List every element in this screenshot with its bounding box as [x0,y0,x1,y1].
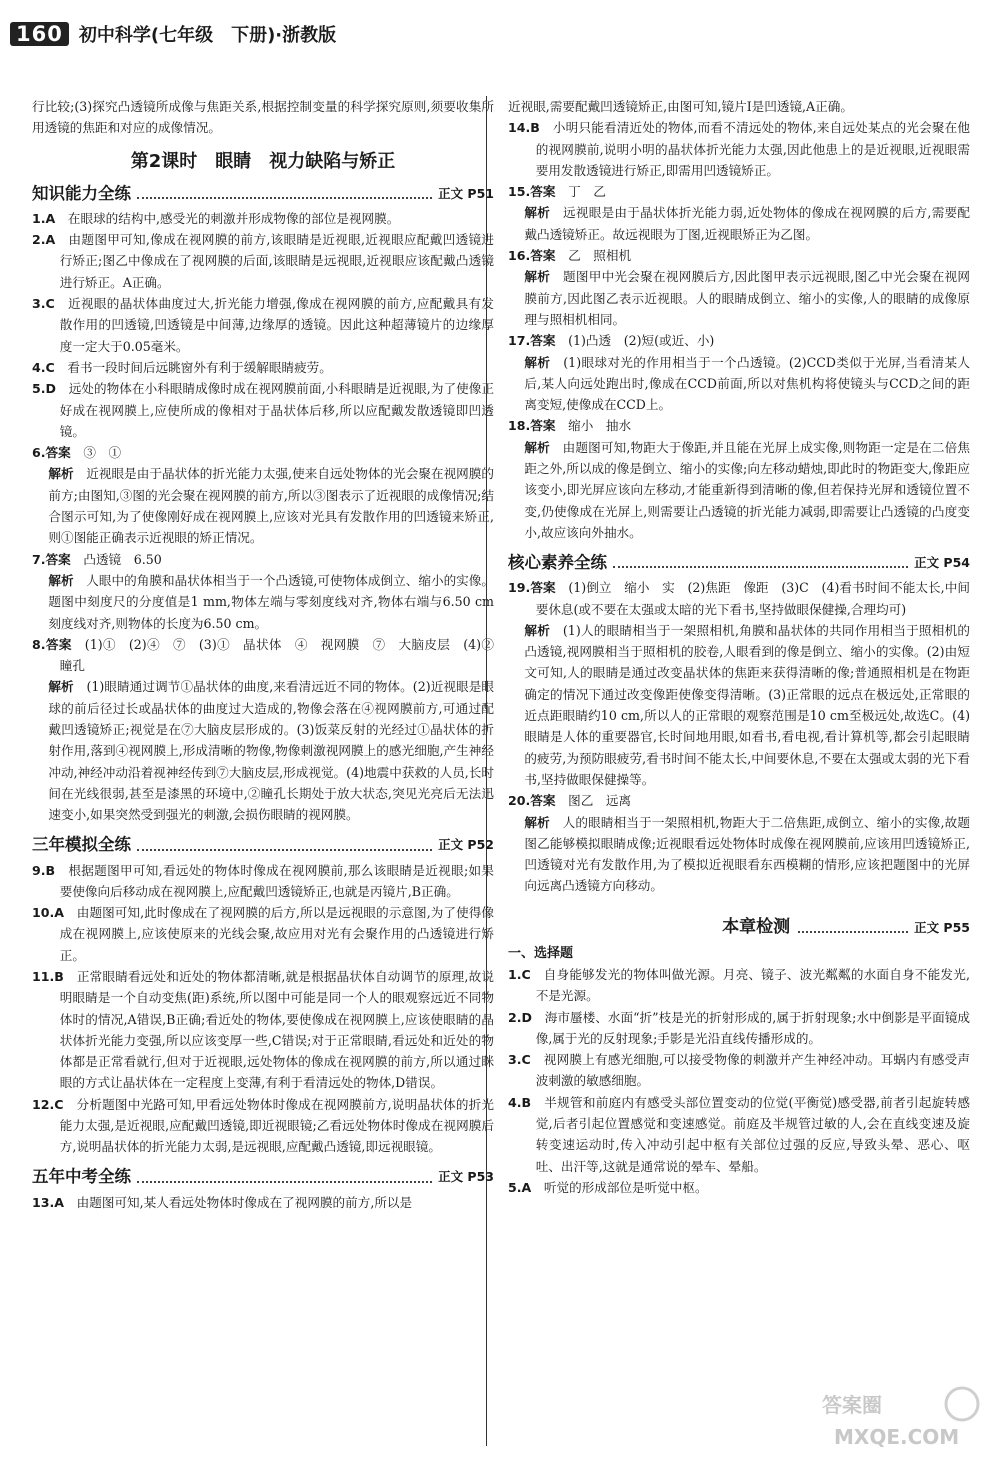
section-header [32,1164,494,1188]
left-column [32,96,507,1213]
answer-item [508,330,970,351]
item-number: 11.B [32,968,64,984]
item-answer: (1)① (2)④ ⑦ (3)① 晶状体 ④ 视网膜 ⑦ 大脑皮层 (4)② 瞳孔 [59,636,507,674]
item-text: 小明只能看清近处的物体,而看不清远处的物体,来自远处某点的光会聚在他的视网膜前,说明小明的晶状体折光能力太强,因此他患上的是近视眼,近视眼需要用发散透镜进行矫正,即需用凹透镜矫正。 [535,120,970,178]
item-text: 远处的物体在小科眼睛成像时成在视网膜前面,小科眼睛是近视眼,为了使像正好成在视网膜上,应使所成的像相对于晶状体后移,所以应配戴发散透镜即凹透镜。 [59,381,495,439]
item-number: 19.答案 [508,580,556,596]
item-answer: 缩小 抽水 [568,418,632,434]
item-number: 9.B [32,862,56,878]
analysis-text: 近视眼是由于晶状体的折光能力太强,使来自远处物体的光会聚在视网膜的前方;由图知,③图的光会聚在视网膜的前方,所以③图表示了近视眼的成像情况;结合图示可知,为了使像刚好成在视网膜上,应该对光具有发散作用的凹透镜来矫正,则①图能正确表示近视眼的矫正情况。 [48,466,495,546]
item-answer: ③ ① [83,445,122,461]
answer-item [508,790,970,811]
analysis [32,463,494,548]
answer-item [508,1007,970,1050]
dotted-leader [798,931,908,933]
analysis-text: (1)人的眼睛相当于一架照相机,角膜和晶状体的共同作用相当于照相机的凸透镜,视网膜相当于照相机的胶卷,人眼看到的像是倒立、缩小的实像。(2)由短文可知,人的眼睛是通过改变晶状体的焦距来获得清晰的像;普通照相机是在物距确定的情况下通过改变像距使像变得清晰。(3)正常眼的远点在极远处,正常眼的近点距眼睛约10 cm,所以人的正常眼的观察范围是10 cm至极远处,故选C。(4)眼睛是人体的重要器官,长时间地用眼,如看书,看电视,看计算机等,都会引起眼睛的疲劳,为预防眼疲劳,看书时间不能太长,中间要休息,不要在太强或太弱的光下看书,坚持做眼保健操等。 [524,622,971,787]
analysis [508,620,970,790]
answer-item [508,1177,970,1198]
item-number: 18.答案 [508,418,556,434]
item-text: 听觉的形成部位是听觉中枢。 [543,1179,708,1195]
chapter-title: 本章检测 [722,917,791,938]
item-text: 由题图可知,某人看远处物体时像成在了视网膜的前方,所以是 [76,1194,413,1210]
analysis [508,812,970,897]
answer-item [32,1192,494,1213]
item-number: 16.答案 [508,248,556,264]
dotted-leader [137,1181,432,1183]
answer-item [508,577,970,620]
page-reference: 正文 P52 [438,837,494,853]
analysis-text: 题图甲中光会聚在视网膜后方,因此图甲表示远视眼,图乙中光会聚在视网膜前方,因此图乙表示近视眼。人的眼睛成倒立、缩小的实像,人的眼睛的成像原理与照相机相同。 [524,269,971,327]
item-text: 视网膜上有感光细胞,可以接受物像的刺激并产生神经冲动。耳蜗内有感受声波刺激的敏感细胞。 [535,1052,970,1089]
item-number: 7.答案 [32,551,71,567]
item-number: 1.C [508,966,531,982]
answer-item [32,442,494,463]
analysis-label: 解析 [524,354,551,370]
section-title: 三年模拟全练 [32,835,131,855]
item-answer: (1)凸透 (2)短(或近、小) [568,333,715,349]
item-text: 自身能够发光的物体叫做光源。月亮、镜子、波光粼粼的水面自身不能发光,不是光源。 [535,966,970,1004]
item-text: 海市蜃楼、水面“折”枝是光的折射形成的,属于折射现象;水中倒影是平面镜成像,属于光的反射现象;手影是光沿直线传播形成的。 [535,1009,971,1046]
section-title: 知识能力全练 [32,183,131,203]
item-text: 正常眼睛看远处和近处的物体都清晰,就是根据晶状体自动调节的原理,故说明眼睛是一个自动变焦(距)系统,所以图中可能是同一个人的眼观察远近不同物体时的情况,A错误,B正确;看近处的物体,要使像成在视网膜上,应该使眼睛的晶状体折光能力变强,所以应该变厚一些,C错误;对于正常眼睛,看远处和近处的物体都是正常看就行,但对于近视眼,远处物体的像成在视网膜的前方,所以通过眯眼的方式让晶状体在一定程度上变薄,有利于看清远处的物体,D错误。 [59,968,494,1091]
answer-item [32,357,494,378]
answer-item [32,208,494,229]
answer-item [508,117,970,181]
answer-item [32,549,494,570]
item-number: 3.C [32,296,55,312]
answer-item [508,245,970,266]
page-reference: 正文 P51 [438,185,494,201]
analysis-text: 远视眼是由于晶状体折光能力弱,近处物体的像成在视网膜的后方,需要配戴凸透镜矫正。故远视眼为丁图,近视眼矫正为乙图。 [524,205,971,242]
item-text: 在眼球的结构中,感受光的刺激并形成物像的部位是视网膜。 [67,210,400,226]
section-title: 五年中考全练 [32,1167,131,1187]
item-number: 5.D [32,381,57,397]
item-text: 根据题图甲可知,看远处的物体时像成在视网膜前,那么该眼睛是近视眼;如果要使像向后移动成在视网膜上,应配戴凹透镜矫正,也就是丙镜片,B正确。 [59,862,495,899]
analysis [508,266,970,330]
analysis [508,437,970,543]
right-column [508,96,970,1198]
carry-over-text: 行比较;(3)探究凸透镜所成像与焦距关系,根据控制变量的科学探究原则,须要收集所用透镜的焦距和对应的成像情况。 [32,99,494,136]
dotted-leader [613,566,908,568]
analysis [508,352,970,416]
item-text: 由题图可知,此时像成在了视网膜的后方,所以是远视眼的示意图,为了使得像成在视网膜上,应该使原来的光线会聚,故应用对光有会聚作用的凸透镜进行矫正。 [59,905,495,963]
watermark-line1: 答案圈 [822,1393,882,1417]
analysis-text: 人眼中的角膜和晶状体相当于一个凸透镜,可使物体成倒立、缩小的实像。题图中刻度尺的分度值是1 mm,物体左端与零刻度线对齐,物体右端与6.50 cm刻度线对齐,则物体的长度为6.50 cm。 [48,572,495,631]
item-answer: 乙 照相机 [568,248,632,264]
item-number: 14.B [508,120,540,136]
item-number: 3.C [508,1052,531,1068]
answer-item [508,1049,970,1092]
analysis-text: 由题图可知,物距大于像距,并且能在光屏上成实像,则物距一定是在二倍焦距之外,所以成的像是倒立、缩小的实像;向左移动蜡烛,即此时的物距变大,像距应该变小,即光屏应该向左移动,才能重新得到清晰的像,但若保持光屏和透镜位置不变,仍使像成在光屏上,则需要让凸透镜的折光能力减弱,即需要让凸透镜的凸度变小,故应该向外抽水。 [524,439,971,540]
analysis [508,202,970,245]
analysis-label: 解析 [524,269,551,285]
answer-item [508,964,970,1007]
item-number: 4.B [508,1094,532,1110]
item-number: 6.答案 [32,445,71,461]
item-answer: 图乙 远离 [568,793,632,809]
answer-item [32,1094,494,1158]
subsection-heading: 一、选择题 [508,945,574,961]
analysis-label: 解析 [48,572,74,588]
item-number: 5.A [508,1179,532,1195]
item-text: 半规管和前庭内有感受头部位置变动的位觉(平衡觉)感受器,前者引起旋转感觉,后者引起位置感觉和变速感觉。前庭及半规管过敏的人,会在直线变速及旋转变速运动时,传入冲动引起中枢有关部位过强的反应,导致头晕、恶心、呕吐、出汗等,这就是通常说的晕车、晕船。 [535,1094,970,1174]
answer-item [32,634,507,677]
page-header [10,18,336,50]
item-number: 13.A [32,1194,65,1210]
analysis-text: (1)眼球对光的作用相当于一个凸透镜。(2)CCD类似于光屏,当看清某人后,某人向远处跑出时,像成在CCD前面,所以对焦机构将使镜头与CCD之间的距离变短,使像成在CCD上。 [524,354,970,413]
item-number: 10.A [32,905,65,921]
item-number: 17.答案 [508,333,556,349]
item-answer: 丁 乙 [568,184,606,200]
answer-item [32,378,494,442]
analysis-label: 解析 [524,205,551,221]
item-number: 4.C [32,359,55,375]
section-title: 核心素养全练 [508,552,607,572]
item-number: 1.A [32,210,56,226]
item-number: 20.答案 [508,793,556,809]
section-header [32,832,494,856]
dotted-leader [137,197,432,199]
section-header [32,180,494,204]
watermark-logo [812,1374,982,1454]
item-text: 近视眼的晶状体曲度过大,折光能力增强,像成在视网膜的前方,应配戴具有发散作用的凹透镜,凹透镜是中间薄,边缘厚的透镜。因此这种超薄镜片的边缘厚度一定大于0.05毫米。 [59,296,495,354]
page-reference: 正文 P54 [914,554,970,570]
item-text: 看书一段时间后远眺窗外有利于缓解眼睛疲劳。 [67,359,332,375]
analysis [32,676,494,825]
analysis-label: 解析 [524,439,550,455]
analysis-label: 解析 [524,814,550,830]
item-number: 8.答案 [32,636,72,652]
item-text: 由题图甲可知,像成在视网膜的前方,该眼睛是近视眼,近视眼应配戴凹透镜进行矫正;图乙中像成在了视网膜的后面,该眼睛是远视眼,近视眼应该配戴凸透镜进行矫正。A正确。 [59,232,495,290]
watermark-line2: MXQE.COM [834,1425,960,1449]
analysis-text: (1)眼睛通过调节①晶状体的曲度,来看清远近不同的物体。(2)近视眼是眼球的前后径过长或晶状体的曲度过大造成的,物像会落在④视网膜前方,可通过配戴凹透镜矫正;视觉是在⑦大脑皮层形成的。(3)饭菜反射的光经过①晶状体的折射作用,落到④视网膜上,形成清晰的物像,物像刺激视网膜上的感光细胞,产生神经冲动,神经冲动沿着视神经传到⑦大脑皮层,形成视觉。(4)地震中获救的人员,长时间在光线很弱,甚至是漆黑的环境中,②瞳孔长期处于放大状态,突见光亮后无法迅速变小,如果突然受到强光的刺激,会损伤眼睛的视网膜。 [48,679,495,823]
page-number: 160 [10,22,69,46]
item-number: 2.A [32,232,56,248]
answer-item [32,966,494,1094]
item-answer: 凸透镜 6.50 [83,551,162,567]
item-number: 15.答案 [508,184,556,200]
analysis-text: 人的眼睛相当于一架照相机,物距大于二倍焦距,成倒立、缩小的实像,故题图乙能够模拟眼睛成像;近视眼看远处物体时成像在视网膜前,应该用凹透镜矫正,凹透镜对光有发散作用,为了模拟近视眼看东西模糊的情形,应该把题图中的光屏向远离凸透镜方向移动。 [524,814,971,894]
answer-item [508,181,970,202]
item-text: 分析题图中光路可知,甲看远处物体时像成在视网膜前方,说明晶状体的折光能力太强,是近视眼,应配戴凹透镜,即近视眼镜;乙看远处物体时像成在视网膜后方,说明晶状体的折光能力太弱,是远视眼,应配戴凸透镜,即远视眼镜。 [59,1096,494,1155]
section-header [508,549,970,573]
dotted-leader [137,849,432,851]
lesson-title: 第2课时 眼睛 视力缺陷与矫正 [130,150,396,172]
answer-item [508,415,970,436]
item-number: 2.D [508,1009,533,1025]
carry-over-text: 近视眼,需要配戴凹透镜矫正,由图可知,镜片Ⅰ是凹透镜,A正确。 [508,99,853,114]
analysis-label: 解析 [524,622,551,638]
book-title: 初中科学(七年级 下册)·浙教版 [78,25,337,46]
answer-item [32,229,494,293]
chapter-header [508,913,970,939]
answer-item [32,860,494,903]
analysis-label: 解析 [48,466,74,482]
page-reference: 正文 P53 [438,1169,494,1185]
answer-item [508,1092,970,1177]
item-number: 12.C [32,1096,64,1112]
analysis-label: 解析 [48,679,74,695]
answer-item [32,902,494,966]
item-answer: (1)倒立 缩小 实 (2)焦距 像距 (3)C (4)看书时间不能太长,中间要休息(或不要在太强或太暗的光下看书,坚持做眼保健操,合理均可) [535,580,970,617]
page-reference: 正文 P55 [914,920,970,936]
answer-item [32,293,494,357]
analysis [32,570,494,634]
